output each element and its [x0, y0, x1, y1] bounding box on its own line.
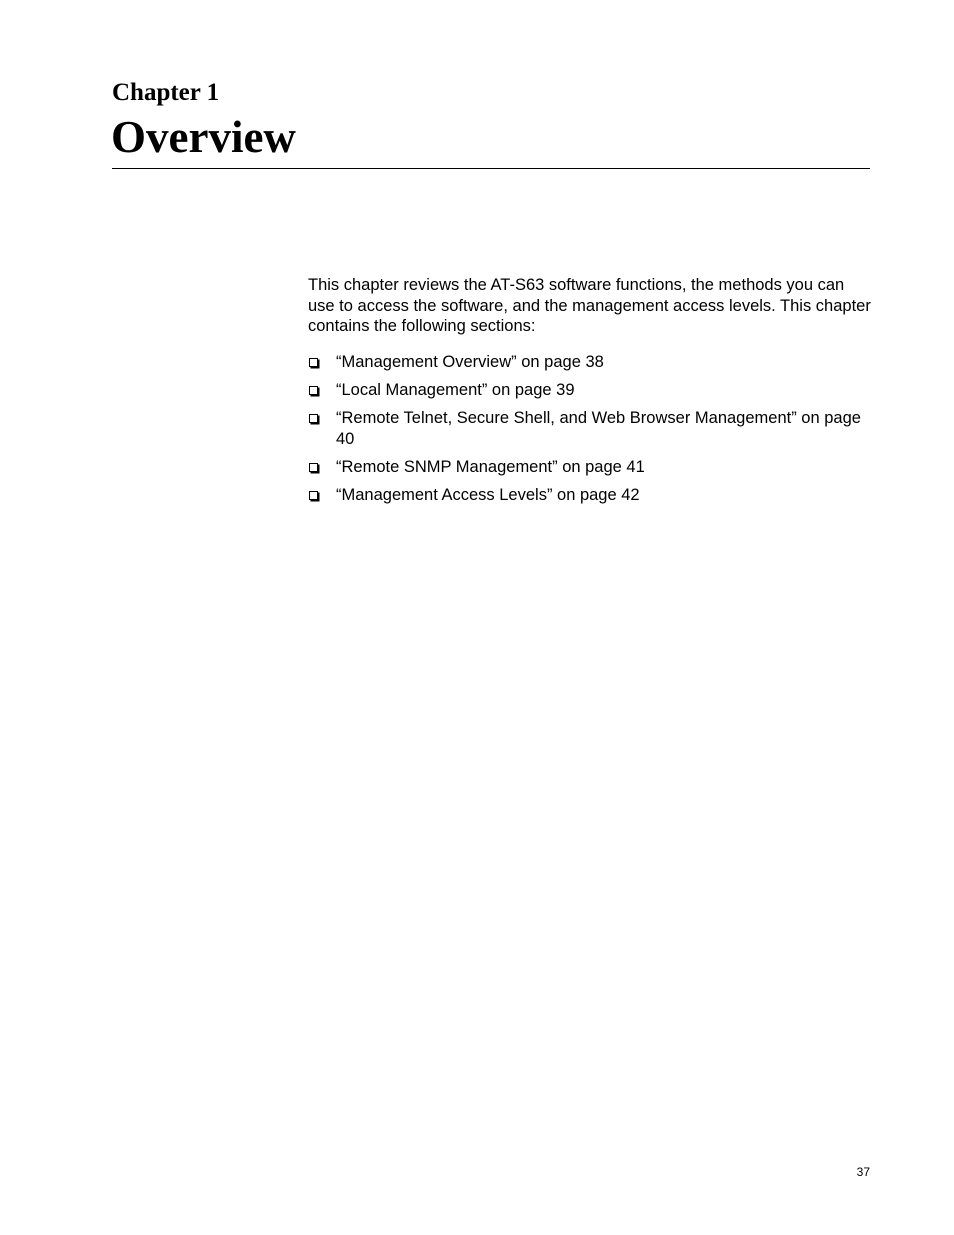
- list-item: [308, 485, 873, 506]
- chapter-intro-section: [308, 275, 873, 513]
- list-item: [308, 352, 873, 373]
- chapter-title: Overview: [111, 112, 296, 162]
- page-number: 37: [856, 1165, 870, 1179]
- section-link-text: “Management Access Levels” on page 42: [336, 485, 640, 504]
- checkbox-square-icon: [309, 358, 318, 367]
- intro-paragraph: This chapter reviews the AT-S63 software functions, the methods you can use to access the software, and the management access levels. This chapter contains the following sections:: [308, 276, 871, 336]
- checkbox-square-icon: [309, 386, 318, 395]
- section-link-text: “Remote SNMP Management” on page 41: [336, 457, 645, 476]
- checkbox-square-icon: [309, 491, 318, 500]
- list-item: [308, 457, 873, 478]
- section-list: [308, 352, 873, 506]
- section-link-text: “Local Management” on page 39: [336, 380, 575, 399]
- section-link-text: “Remote Telnet, Secure Shell, and Web Browser Management” on page 40: [336, 408, 861, 448]
- list-item: [308, 408, 873, 449]
- list-item: [308, 380, 873, 401]
- section-link-text: “Management Overview” on page 38: [336, 352, 604, 371]
- checkbox-square-icon: [309, 414, 318, 423]
- checkbox-square-icon: [309, 463, 318, 472]
- title-divider: [112, 168, 870, 169]
- chapter-label: Chapter 1: [112, 79, 220, 106]
